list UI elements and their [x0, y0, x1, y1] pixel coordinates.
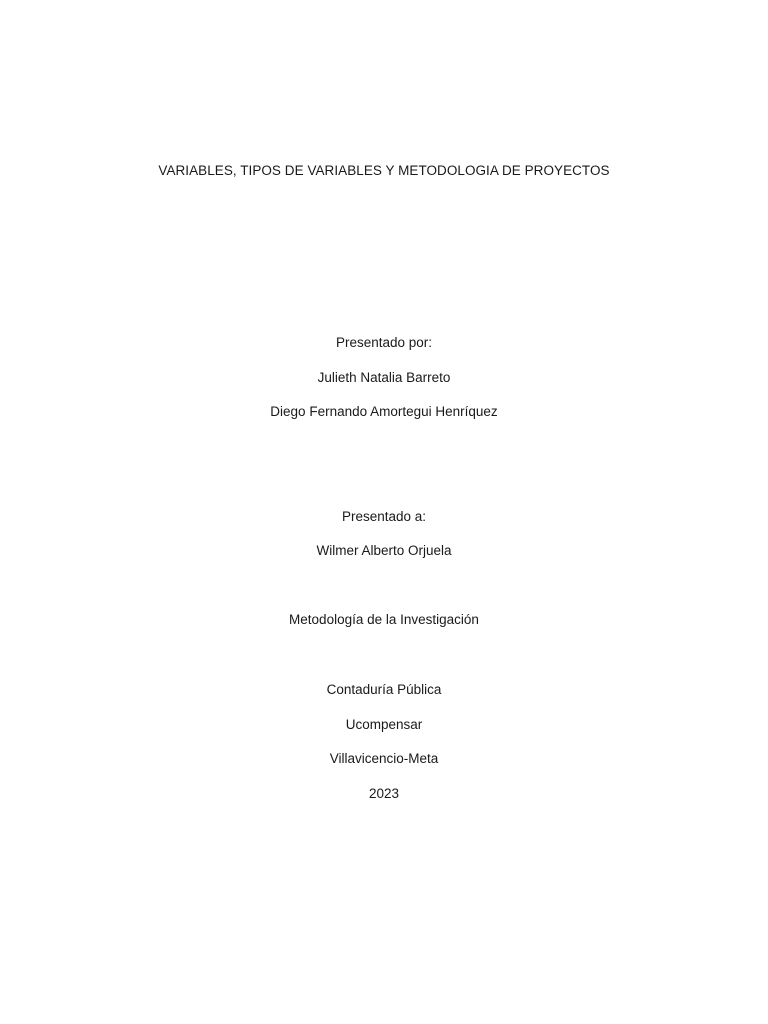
city-name: Villavicencio-Meta	[329, 751, 439, 766]
author-name: Diego Fernando Amortegui Henríquez	[270, 404, 498, 419]
program-name: Contaduría Pública	[326, 682, 442, 697]
university-name: Ucompensar	[345, 717, 423, 732]
presented-by-label: Presentado por:	[335, 335, 433, 350]
author-name: Julieth Natalia Barreto	[317, 370, 451, 385]
document-title: VARIABLES, TIPOS DE VARIABLES Y METODOLOGIA DE PROYECTOS	[158, 163, 610, 178]
presented-to-label: Presentado a:	[341, 509, 427, 524]
course-name: Metodología de la Investigación	[289, 612, 479, 627]
year: 2023	[368, 786, 400, 801]
teacher-name: Wilmer Alberto Orjuela	[316, 543, 452, 558]
